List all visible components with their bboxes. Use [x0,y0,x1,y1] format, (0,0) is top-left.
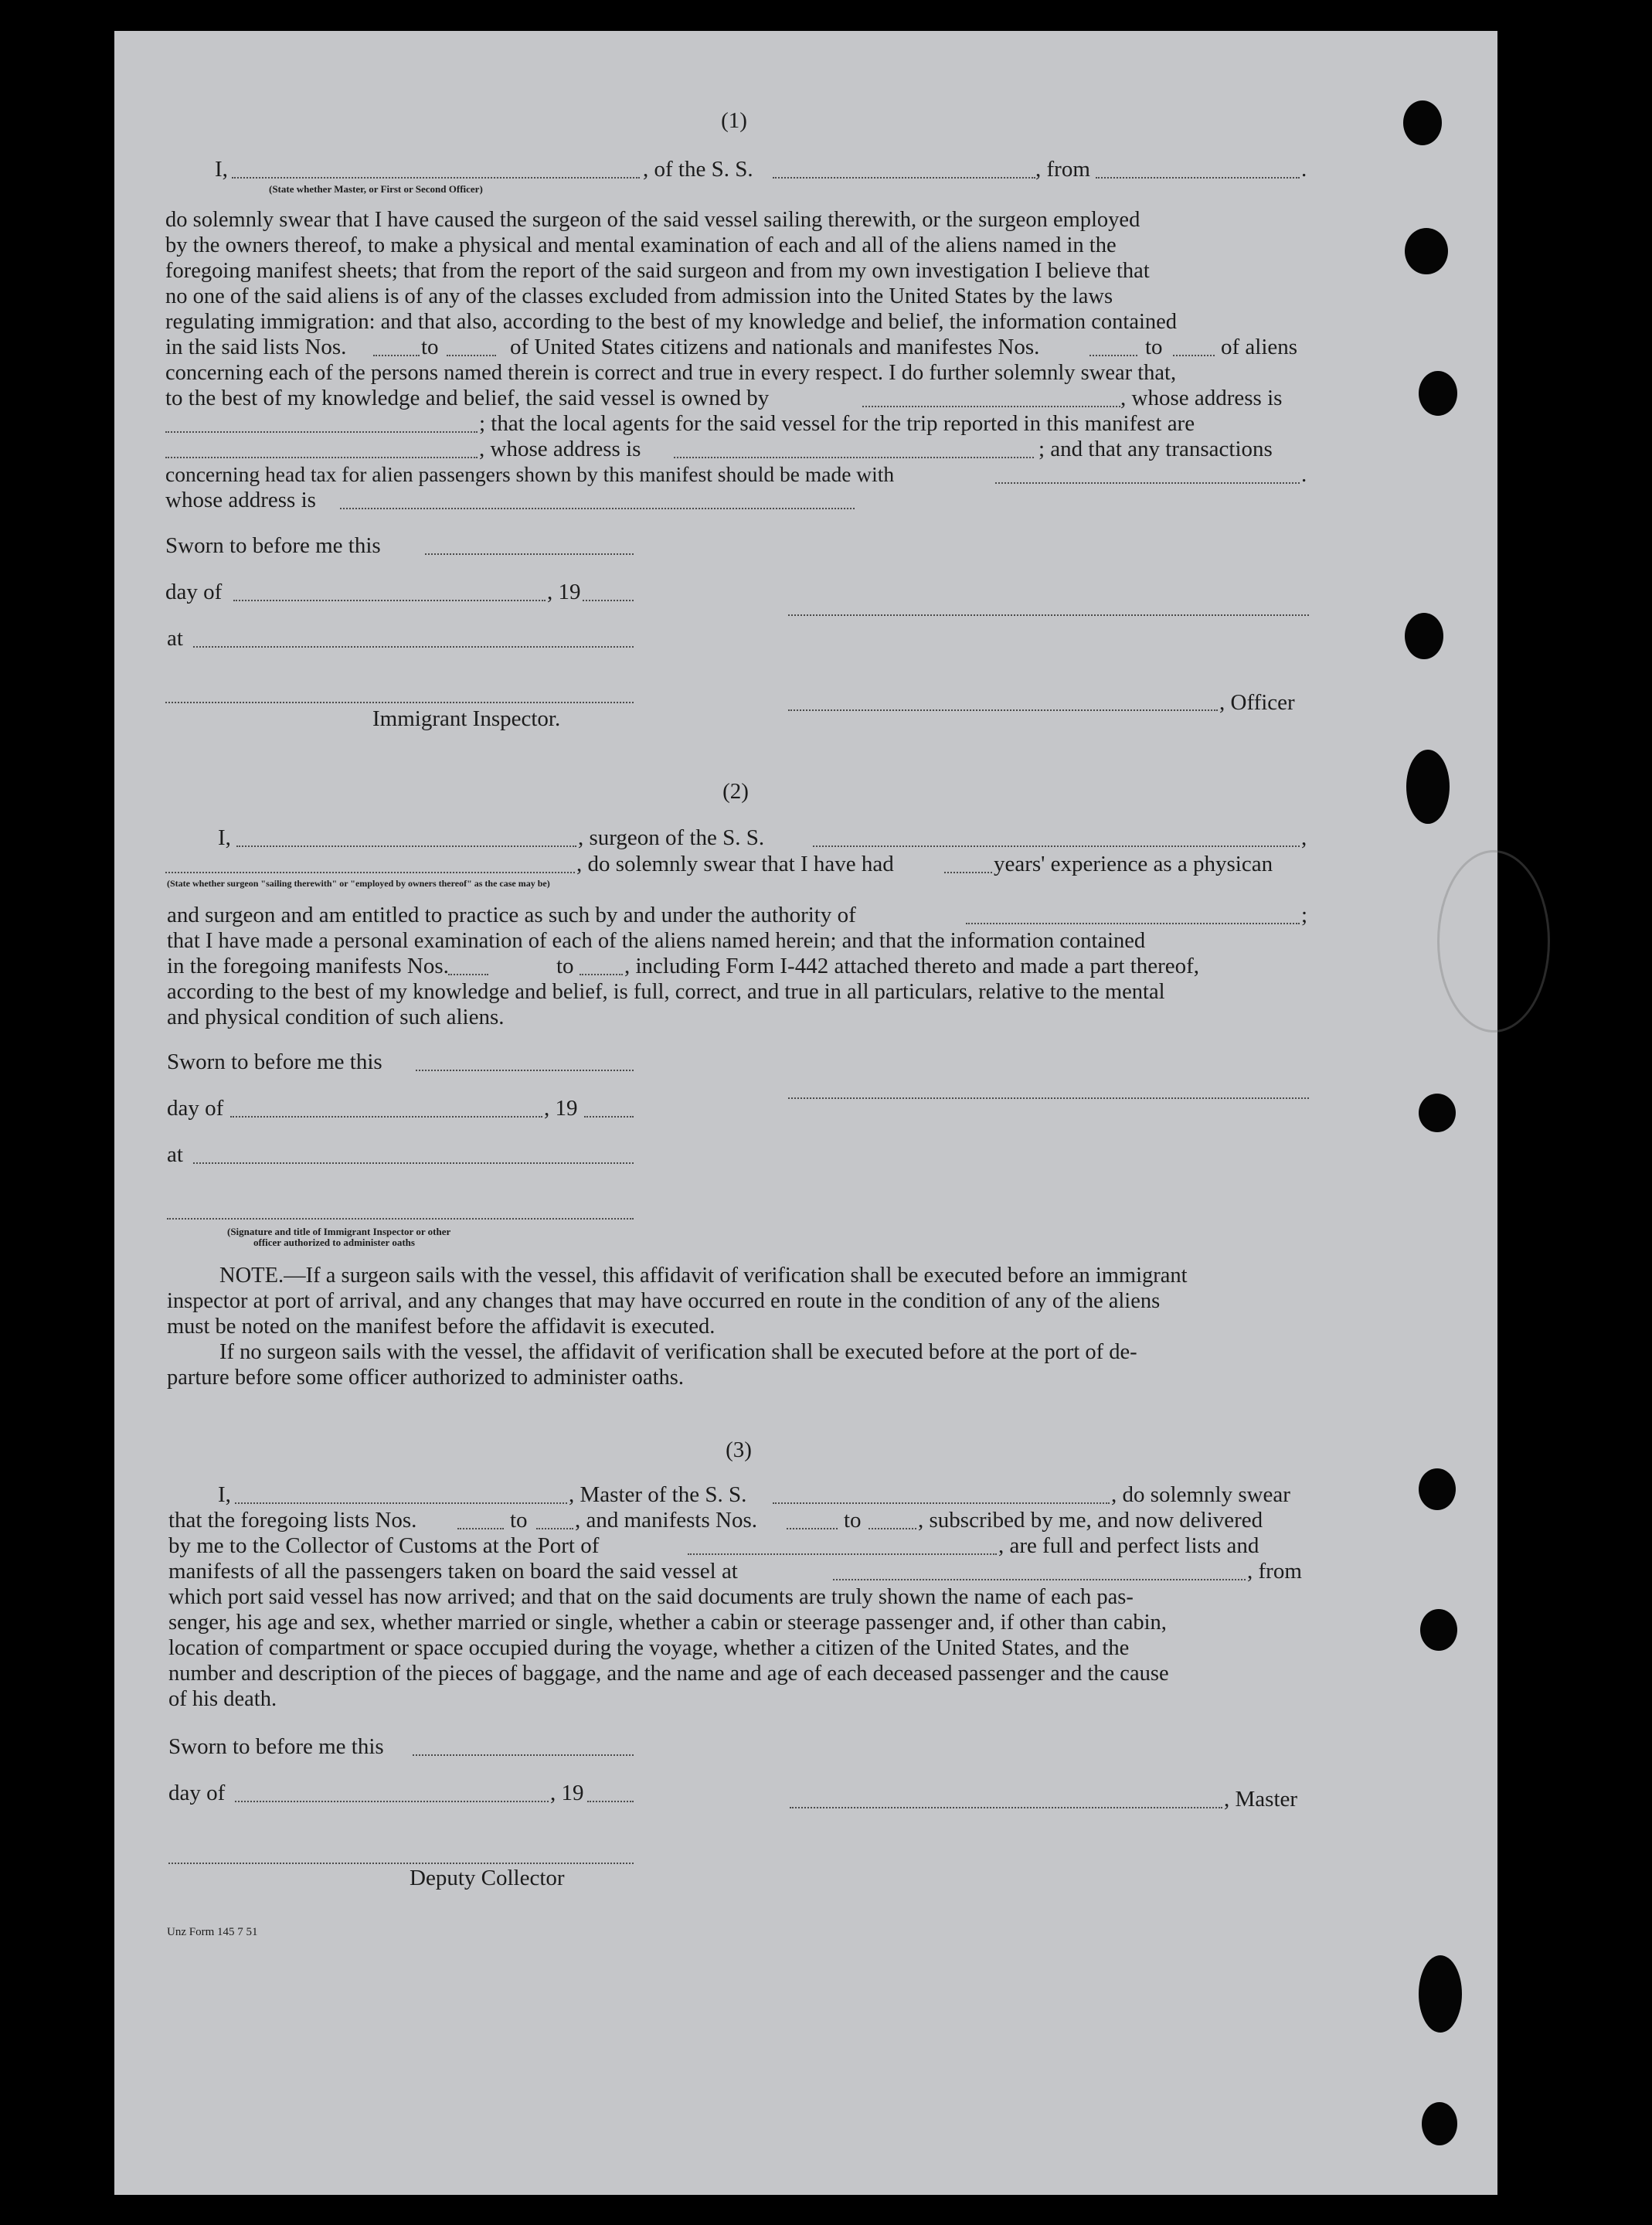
text-line: location of compartment or space occupied during the voyage, whether a citizen of the United States, and the [168,1636,1130,1660]
blank-manifests-to[interactable] [1173,355,1215,356]
inspector-label: Immigrant Inspector. [372,706,561,731]
collector-label: by me to the Collector of Customs at the Port of [168,1533,600,1558]
section-3-paragraph [168,1584,1309,1712]
comma: , [1301,825,1307,850]
officer-note: (State whether Master, or First or Second Officer) [269,183,483,195]
note-line: parture before some officer authorized to administer oaths. [167,1366,684,1390]
blank-sworn-day[interactable] [413,1754,634,1756]
blank-sworn-day[interactable] [416,1070,634,1071]
form-number: Unz Form 145 7 51 [167,1926,258,1938]
blank-inspector-signature[interactable] [165,702,634,703]
whose-address-label: whose address is [165,488,316,512]
master-of-label: , Master of the S. S. [569,1482,747,1507]
day-of-label: day of [168,1781,226,1805]
blank-vessel-name[interactable] [773,177,1035,179]
text-line: and physical condition of such aliens. [167,1005,505,1029]
blank-port[interactable] [688,1553,997,1555]
blank-authority[interactable] [966,923,1300,924]
address-label: , whose address is [479,437,641,461]
binder-hole [1419,371,1457,416]
binder-hole [1419,1094,1456,1132]
blank-lists-from[interactable] [373,355,420,356]
manifests-nos-label: in the foregoing manifests Nos. [167,954,449,978]
blank-surgeon-name[interactable] [236,845,576,847]
label-i: I, [218,825,231,850]
blank-month[interactable] [233,600,546,601]
blank-year[interactable] [587,1801,634,1802]
blank-manifests-to[interactable] [580,974,623,975]
period: . [1301,157,1307,182]
binder-hole [1406,750,1450,824]
officer-label: , Officer [1219,690,1295,715]
deputy-collector-label: Deputy Collector [410,1866,565,1890]
blank-manifests-to[interactable] [868,1528,916,1529]
text-line: concerning each of the persons named therein is correct and true in every respect. I do further solemnly swear that, [165,361,1177,385]
to-label: to [421,335,439,359]
binder-hole [1405,228,1448,274]
blank-owner-address[interactable] [165,431,478,433]
blank-collector-signature[interactable] [168,1863,634,1864]
blank-month[interactable] [235,1801,549,1802]
year-label: , 19 [544,1096,578,1121]
period: . [1301,462,1307,487]
blank-lists-to[interactable] [536,1528,573,1529]
blank-owner[interactable] [862,406,1120,407]
perfect-lists-label: , are full and perfect lists and [998,1533,1259,1558]
blank-signature[interactable] [788,614,1309,616]
blank-agents-address[interactable] [674,457,1034,458]
blank-head-tax-address[interactable] [340,508,855,509]
to-label: to [844,1508,862,1533]
blank-year[interactable] [583,600,634,601]
blank-agents[interactable] [165,457,478,458]
semicolon: ; [1301,903,1308,927]
lists-label: that the foregoing lists Nos. [168,1508,417,1533]
year-label: , 19 [550,1781,584,1805]
blank-master-name[interactable] [235,1502,567,1504]
head-tax-label: concerning head tax for alien passengers shown by this manifest should be made with [165,462,895,486]
surgeon-note: (State whether surgeon "sailing therewith" or "employed by owners thereof" as the case may be) [167,878,550,889]
citizens-label: of United States citizens and nationals and manifestes Nos. [510,335,1040,359]
label-i: I, [218,1482,231,1507]
binder-hole [1403,100,1442,145]
binder-hole [1422,2102,1457,2145]
blank-manifests-from[interactable] [1089,355,1137,356]
owned-by-label: to the best of my knowledge and belief, the said vessel is owned by [165,386,770,410]
day-of-label: day of [165,580,223,604]
blank-surgeon-status[interactable] [165,872,575,873]
aliens-label: of aliens [1221,335,1298,359]
text-line: according to the best of my knowledge and belief, is full, correct, and true in all particulars, relative to the mental [167,980,1165,1004]
lists-nos-label: in the said lists Nos. [165,335,347,359]
label-i: I, [215,157,228,182]
section-2-number: (2) [722,779,749,804]
transactions-label: ; and that any transactions [1038,437,1273,461]
note-line: inspector at port of arrival, and any changes that may have occurred en route in the condition of any of the aliens [167,1289,1161,1313]
from-label: , from [1247,1559,1302,1584]
text-line: regulating immigration: and that also, according to the best of my knowledge and belief, the information contained [165,310,1178,334]
authority-label: and surgeon and am entitled to practice as such by and under the authority of [167,903,856,927]
text-line: number and description of the pieces of baggage, and the name and age of each deceased passenger and the cause [168,1662,1169,1686]
text-line: senger, his age and sex, whether married or single, whether a cabin or steerage passenger and, if other than cabin, [168,1611,1167,1635]
text-line: do solemnly swear that I have caused the surgeon of the said vessel sailing therewith, or the surgeon employed [165,208,1140,232]
binder-hole [1419,1955,1462,2033]
blank-manifests-from[interactable] [448,974,488,975]
day-of-label: day of [167,1096,224,1121]
at-label: at [167,626,183,651]
section-1-number: (1) [721,108,747,133]
binder-hole [1405,613,1443,659]
label-from: , from [1035,157,1090,182]
blank-manifests-from[interactable] [787,1528,838,1529]
blank-from-port[interactable] [1096,177,1300,179]
blank-inspector-signature[interactable] [167,1218,634,1220]
blank-master-vessel[interactable] [773,1502,1110,1504]
blank-surgeon-signature[interactable] [788,1097,1309,1099]
blank-at[interactable] [193,1162,634,1164]
master-label: , Master [1224,1787,1298,1812]
blank-head-tax[interactable] [995,482,1300,484]
note-line: NOTE.—If a surgeon sails with the vessel, this affidavit of verification shall be executed before an immigrant [219,1264,1188,1288]
binder-hole [1420,1609,1457,1651]
years-label: years' experience as a physican [994,852,1273,876]
label-of-ss: , of the S. S. [643,157,753,182]
section-1-paragraph [165,207,1307,335]
at-label: at [167,1142,183,1167]
blank-master-signature[interactable] [790,1807,1222,1808]
solemnly-label: , do solemnly swear that I have had [576,852,894,876]
blank-officer-name[interactable] [232,177,640,179]
swear-label: , do solemnly swear [1111,1482,1290,1507]
blank-at[interactable] [193,646,634,648]
blank-boarding-port[interactable] [833,1579,1246,1580]
to-label: to [556,954,574,978]
note-block [167,1263,1309,1390]
surgeon-of-label: , surgeon of the S. S. [578,825,765,850]
sworn-label: Sworn to before me this [168,1734,384,1759]
to-label: to [1145,335,1163,359]
note-line: must be noted on the manifest before the affidavit is executed. [167,1315,716,1339]
signature-note: officer authorized to administer oaths [253,1237,415,1248]
signature-note: (Signature and title of Immigrant Inspector or other [227,1226,451,1237]
manifests-label: , and manifests Nos. [575,1508,757,1533]
including-label: , including Form I-442 attached thereto and made a part thereof, [624,954,1200,978]
blank-officer-signature[interactable] [788,709,1218,711]
text-line: that I have made a personal examination of each of the aliens named herein; and that the information contained [167,929,1146,953]
text-line: of his death. [168,1687,277,1711]
text-line: foregoing manifest sheets; that from the report of the said surgeon and from my own investigation I believe that [165,259,1150,283]
sworn-label: Sworn to before me this [167,1050,382,1074]
text-line: no one of the said aliens is of any of the classes excluded from admission into the United States by the laws [165,284,1113,308]
blank-month[interactable] [230,1116,542,1118]
section-3-number: (3) [726,1437,752,1462]
year-label: , 19 [547,580,581,604]
subscribed-label: , subscribed by me, and now delivered [918,1508,1263,1533]
blank-surgeon-vessel[interactable] [813,845,1300,847]
manifests-all-label: manifests of all the passengers taken on board the said vessel at [168,1559,738,1584]
blank-sworn-day[interactable] [425,553,634,555]
sworn-label: Sworn to before me this [165,533,381,558]
note-line: If no surgeon sails with the vessel, the affidavit of verification shall be executed before at the port of de- [219,1340,1137,1364]
faded-stamp [1437,850,1550,1033]
text-line: by the owners thereof, to make a physical and mental examination of each and all of the aliens named in the [165,233,1117,257]
address-label: , whose address is [1120,386,1283,410]
blank-years[interactable] [944,872,992,873]
blank-lists-to[interactable] [447,355,496,356]
blank-year[interactable] [584,1116,634,1118]
to-label: to [510,1508,528,1533]
blank-lists-from[interactable] [457,1528,504,1529]
local-agents-label: ; that the local agents for the said vessel for the trip reported in this manifest are [479,411,1195,436]
text-line: which port said vessel has now arrived; and that on the said documents are truly shown the name of each pas- [168,1585,1134,1609]
binder-hole [1419,1468,1456,1510]
